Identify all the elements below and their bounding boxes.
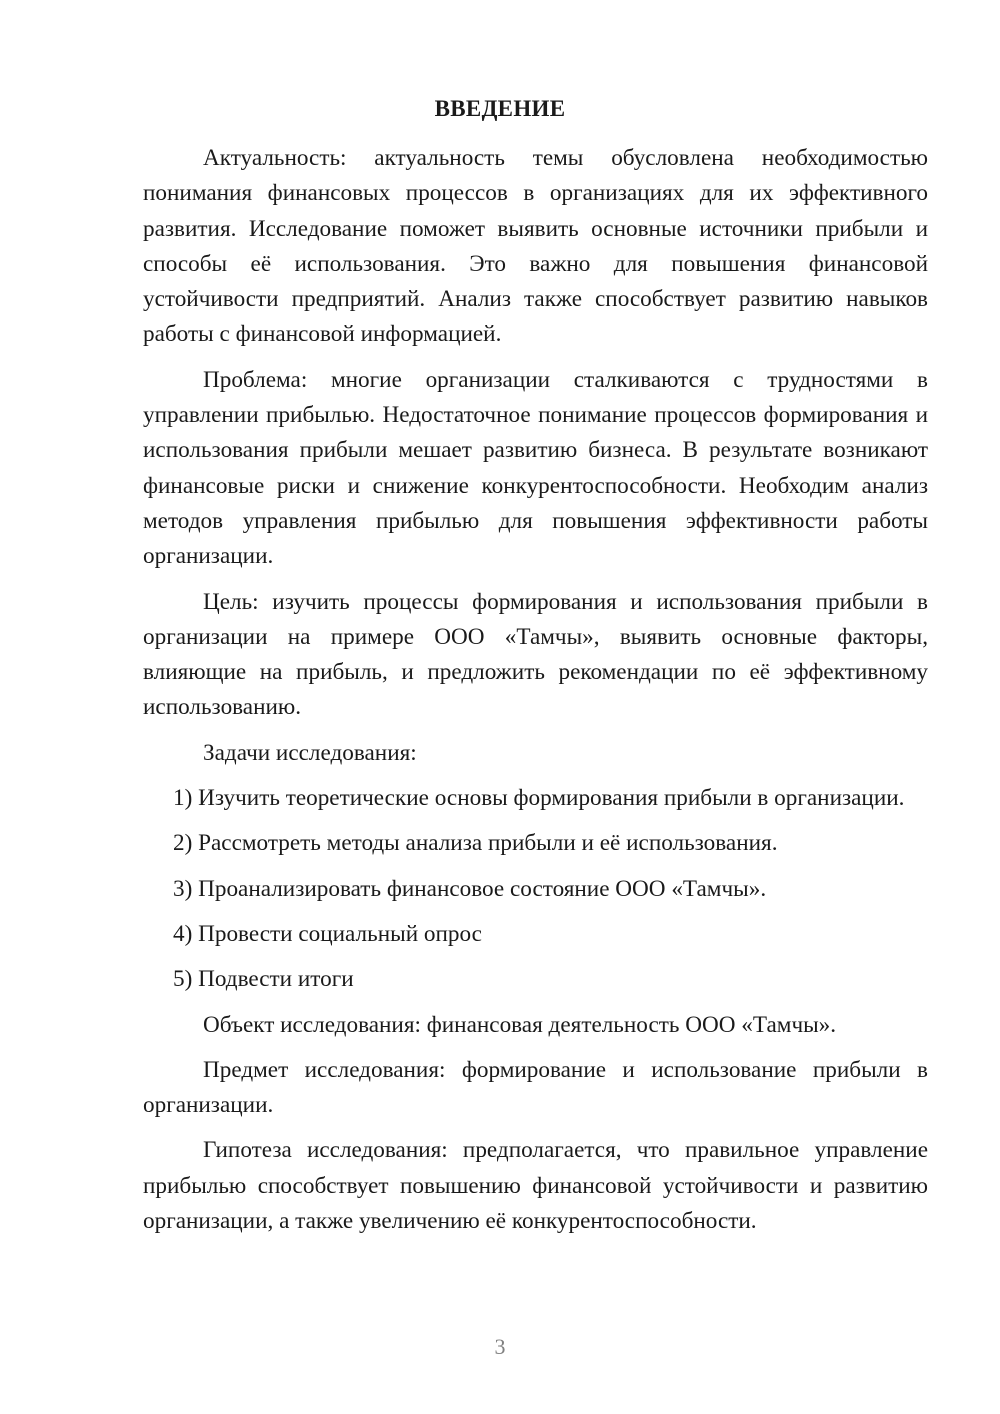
paragraph-object: Объект исследования: финансовая деятельность ООО «Тамчы». <box>203 1011 837 1038</box>
body-text <box>143 141 928 1249</box>
page-number: 3 <box>494 1334 506 1359</box>
section-title: ВВЕДЕНИЕ <box>434 96 566 121</box>
task-item-3: 3) Проанализировать финансовое состояние ООО «Тамчы». <box>173 875 767 902</box>
paragraph-hypothesis: Гипотеза исследования: предполагается, что правильное управление прибылью способствует повышению финансовой устойчивости и развитию организации, а также увеличению её конкурентоспособности. <box>143 1137 928 1235</box>
paragraph-tasks-heading: Задачи исследования: <box>203 739 417 766</box>
task-item-2: 2) Рассмотреть методы анализа прибыли и её использования. <box>173 830 778 857</box>
paragraph-subject: Предмет исследования: формирование и использование прибыли в организации. <box>143 1056 928 1119</box>
task-item-1: 1) Изучить теоретические основы формирования прибыли в организации. <box>173 785 905 812</box>
paragraph-relevance: Актуальность: актуальность темы обусловлена необходимостью понимания финансовых процессов в организациях для их эффективного развития. Исследование поможет выявить основные источники прибыли и способы её использования. Это важно для повышения финансовой устойчивости предприятий. Анализ также способствует развитию навыков работы с финансовой информацией. <box>143 145 928 348</box>
paragraph-problem: Проблема: многие организации сталкиваются с трудностями в управлении прибылью. Недостаточное понимание процессов формирования и использования прибыли мешает развитию бизнеса. В результате возникают финансовые риски и снижение конкурентоспособности. Необходим анализ методов управления прибылью для повышения эффективности работы организации. <box>143 366 928 570</box>
task-item-4: 4) Провести социальный опрос <box>173 920 482 947</box>
paragraph-goal: Цель: изучить процессы формирования и использования прибыли в организации на примере ООО «Тамчы», выявить основные факторы, влияющие на прибыль, и предложить рекомендации по её эффективному использованию. <box>143 588 928 721</box>
task-item-5: 5) Подвести итоги <box>173 966 354 993</box>
